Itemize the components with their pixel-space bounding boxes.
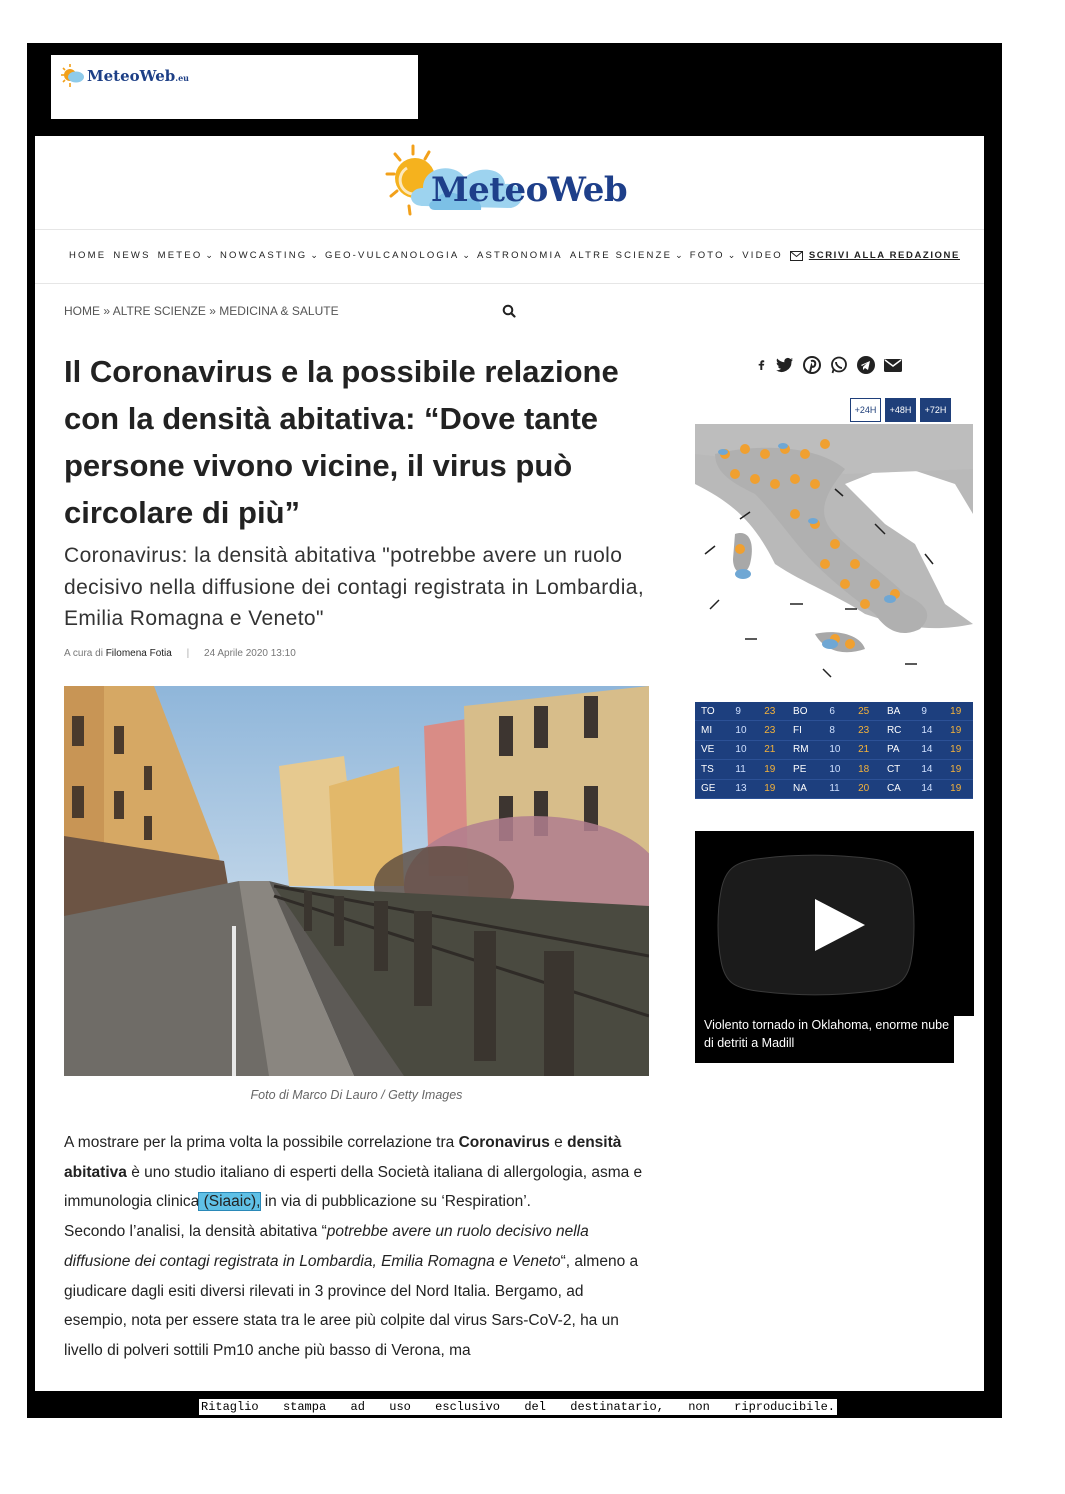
article-subtitle: Coronavirus: la densità abitativa "potrebbe avere un ruolo decisivo nella diffusione dei contagi registrata in Lombardia, Emilia Romagna e Veneto" [64,544,645,630]
forecast-tabs [850,398,951,422]
forecast-row [695,721,973,740]
italy-weather-map[interactable] [695,424,973,702]
press-clipping-disclaimer: Ritaglio stampa ad uso esclusivo del destinatario, non riproducibile. [201,1400,835,1414]
breadcrumb-separator: » [103,304,111,318]
page [35,136,984,1391]
forecast-hi: 21 [758,740,787,759]
envelope-icon [790,251,803,261]
forecast-lo: 9 [729,702,758,721]
nav-foto[interactable] [690,250,736,261]
forecast-city: BO [787,702,823,721]
text-run: Secondo l’analisi, la densità abitativa “ [64,1223,327,1241]
meteoweb-logo[interactable] [383,144,643,224]
forecast-row [695,760,973,779]
temperature-grid [695,702,973,799]
forecast-city: NA [787,779,823,798]
facebook-icon[interactable] [757,356,767,374]
logo-small-tld: .eu [175,73,189,83]
forecast-city: MI [695,721,729,740]
article-paragraph-2 [64,1217,644,1366]
meta-separator: | [186,648,190,659]
forecast-city: TO [695,702,729,721]
nav-label: NOWCASTING [219,250,308,261]
forecast-lo: 10 [823,740,852,759]
twitter-icon[interactable] [776,356,794,374]
nav-geo-vulcanologia[interactable] [325,250,470,261]
forecast-hi: 20 [852,779,881,798]
forecast-city: FI [787,721,823,740]
forecast-hi: 19 [944,760,973,779]
share-bar [757,356,902,374]
tab-72h[interactable]: +72H [920,398,951,422]
forecast-hi: 25 [852,702,881,721]
forecast-lo: 6 [823,702,852,721]
article-paragraph-1 [64,1128,644,1217]
forecast-city: VE [695,740,729,759]
forecast-lo: 8 [823,721,852,740]
forecast-city: RM [787,740,823,759]
bold-term-densita: densità abitativa [64,1134,622,1181]
forecast-city: RC [881,721,915,740]
tab-48h[interactable]: +48H [885,398,916,422]
nav-label: HOME [69,250,107,261]
whatsapp-icon[interactable] [830,356,848,374]
nav-label: GEO-VULCANOLOGIA [324,250,460,261]
forecast-hi: 23 [758,721,787,740]
meteoweb-logo-small[interactable] [59,63,189,89]
forecast-hi: 19 [758,760,787,779]
nav-altre-scienze[interactable] [570,250,683,261]
nav-news[interactable] [113,250,150,261]
forecast-row [695,702,973,721]
forecast-hi: 18 [852,760,881,779]
nav-scrivi-alla-redazione[interactable] [790,250,960,261]
top-logo-box [51,55,418,119]
nav-video[interactable] [742,250,783,261]
forecast-hi: 19 [944,779,973,798]
nav-label: SCRIVI ALLA REDAZIONE [808,250,960,261]
chevron-down-icon: ⌄ [205,250,213,260]
bold-term-coronavirus: Coronavirus [458,1134,550,1151]
chevron-down-icon: ⌄ [310,250,318,260]
text-run: in via di pubblicazione su ‘Respiration’. [260,1193,531,1211]
chevron-down-icon: ⌄ [675,250,683,260]
nav-label: ALTRE SCIENZE [569,250,673,261]
forecast-lo: 14 [915,721,944,740]
telegram-icon[interactable] [857,356,875,374]
forecast-hi: 21 [852,740,881,759]
nav-divider [35,283,984,284]
chevron-down-icon: ⌄ [727,250,736,260]
header-divider [35,229,984,230]
photo-caption: Foto di Marco Di Lauro / Getty Images [250,1088,463,1102]
forecast-lo: 11 [823,779,852,798]
forecast-hi: 19 [758,779,787,798]
forecast-temperature-table [695,702,973,799]
play-button-icon[interactable] [695,831,974,1016]
forecast-city: CA [881,779,915,798]
forecast-city: GE [695,779,729,798]
breadcrumb-section[interactable]: ALTRE SCIENZE [112,304,206,318]
forecast-lo: 10 [729,740,758,759]
forecast-lo: 10 [729,721,758,740]
forecast-lo: 14 [915,740,944,759]
weather-map-illustration [695,424,973,702]
text-run: “, almeno a giudicare dagli esiti diversi rilevati in 3 province del Nord Italia. Bergamo, ad esempio, nota per essere stata tra le aree più colpite dal virus Sars-CoV-2, ha un livello di polveri sottili Pm10 anche più basso di Verona, ma [64,1252,639,1359]
chevron-down-icon: ⌄ [462,250,470,260]
forecast-lo: 13 [729,779,758,798]
nav-meteo[interactable] [158,250,213,261]
text-run: è uno studio italiano di esperti della Società italiana di allergologia, asma e immunologia clinica [64,1163,643,1211]
nav-astronomia[interactable] [477,250,563,261]
forecast-hi: 19 [944,702,973,721]
video-caption-gap [954,1016,974,1063]
breadcrumb [64,304,339,318]
text-run: e [549,1134,568,1151]
nav-label: NEWS [113,250,151,261]
article-meta [64,648,296,659]
author-link[interactable]: Filomena Fotia [105,648,172,659]
nav-label: VIDEO [742,250,783,261]
forecast-lo: 14 [915,760,944,779]
nav-home[interactable] [69,250,106,261]
nav-label: FOTO [689,250,725,261]
forecast-row [695,779,973,798]
forecast-city: BA [881,702,915,721]
search-icon[interactable] [502,304,516,318]
forecast-hi: 19 [944,740,973,759]
breadcrumb-home[interactable]: HOME [64,304,100,318]
street-photo-illustration [64,686,649,1076]
forecast-lo: 9 [915,702,944,721]
pinterest-icon[interactable] [803,356,821,374]
video-player[interactable] [695,831,974,1063]
nav-label: ASTRONOMIA [476,250,563,261]
forecast-row [695,740,973,759]
forecast-city: PE [787,760,823,779]
forecast-city: TS [695,760,729,779]
italic-quote: potrebbe avere un ruolo decisivo nella diffusione dei contagi registrata in Lombardia, Emilia Romagna e Veneto [64,1223,589,1270]
forecast-lo: 10 [823,760,852,779]
nav-label: METEO [157,250,203,261]
breadcrumb-separator: » [209,304,216,318]
tab-24h[interactable]: +24H [850,398,881,422]
forecast-hi: 23 [852,721,881,740]
logo-small-text: MeteoWeb [87,67,176,85]
article-body [64,1128,644,1366]
highlighted-text: (Siaaic), [199,1193,261,1211]
email-icon[interactable] [884,356,902,374]
sun-cloud-icon [59,63,85,89]
nav-nowcasting[interactable] [220,250,318,261]
forecast-lo: 11 [729,760,758,779]
publish-date: 24 Aprile 2020 13:10 [204,648,296,659]
forecast-lo: 14 [915,779,944,798]
article-title: Il Coronavirus e la possibile relazione con la densità abitativa: “Dove tante persone vivono vicine, il virus può circolare di più” [64,354,619,530]
text-run: A mostrare per la prima volta la possibile correlazione tra [64,1134,459,1151]
main-nav [69,250,967,261]
forecast-hi: 19 [944,721,973,740]
forecast-hi: 23 [758,702,787,721]
forecast-city: CT [881,760,915,779]
byline-prefix: A cura di [64,648,103,659]
breadcrumb-current[interactable]: MEDICINA & SALUTE [219,304,339,318]
article-photo [64,686,649,1076]
logo-wordmark: MeteoWeb [431,170,628,210]
forecast-city: PA [881,740,915,759]
video-caption[interactable]: Violento tornado in Oklahoma, enorme nube di detriti a Madill [695,1016,953,1062]
